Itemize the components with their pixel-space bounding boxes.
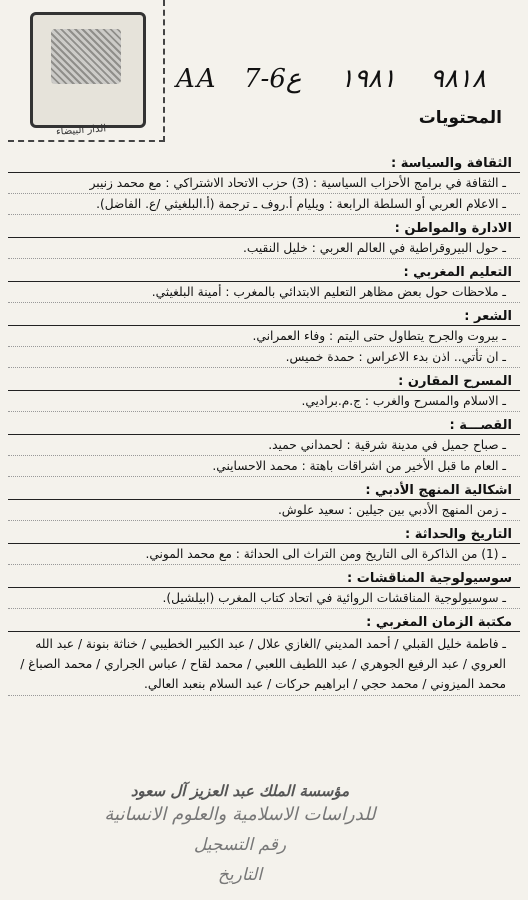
toc-entry: ـ الاعلام العربي أو السلطة الرابعة : ويليام أ.روف ـ ترجمة (أ.البلغيثي /ع. الفاضل). bbox=[8, 194, 520, 215]
section-heading: الثقافة والسياسة : bbox=[8, 154, 520, 173]
toc-section bbox=[8, 307, 520, 368]
toc-entry: ـ بيروت والجرح يتطاول حتى اليتم : وفاء العمراني. bbox=[8, 326, 520, 347]
toc-section bbox=[8, 154, 520, 215]
section-heading: الادارة والمواطن : bbox=[8, 219, 520, 238]
section-heading: الشعر : bbox=[8, 307, 520, 326]
toc-section bbox=[8, 613, 520, 696]
handwritten-ref-3: ١٩٨١ bbox=[340, 64, 396, 94]
section-heading: سوسيولوجية المناقشات : bbox=[8, 569, 520, 588]
stamp-text: الدار البيضاء bbox=[55, 123, 107, 138]
stamp-institution-sub: للدراسات الاسلامية والعلوم الانسانية bbox=[104, 804, 376, 825]
section-heading: القصـــة : bbox=[8, 416, 520, 435]
registration-stamp bbox=[100, 782, 380, 892]
handwritten-ref-4: ٩٨١٨ bbox=[430, 64, 486, 94]
toc-entry: ـ الثقافة في برامج الأحزاب السياسية : (3) حزب الاتحاد الاشتراكي : مع محمد زنيبر bbox=[8, 173, 520, 194]
section-heading: المسرح المقارن : bbox=[8, 372, 520, 391]
toc-section bbox=[8, 372, 520, 412]
toc-entry: ـ سوسيولوجية المناقشات الروائية في اتحاد كتاب المغرب (ابيلشيل). bbox=[8, 588, 520, 609]
toc-section bbox=[8, 263, 520, 303]
handwritten-ref-1: AA bbox=[176, 64, 218, 94]
section-heading: التعليم المغربي : bbox=[8, 263, 520, 282]
page-title: المحتويات bbox=[418, 108, 502, 128]
toc-entry: ـ زمن المنهج الأدبي بين جيلين : سعيد علوش. bbox=[8, 500, 520, 521]
toc-section bbox=[8, 416, 520, 477]
toc-entry: ـ (1) من الذاكرة الى التاريخ ومن التراث الى الحداثة : مع محمد الموني. bbox=[8, 544, 520, 565]
handwritten-ref-2: 7-6ع bbox=[244, 64, 302, 94]
library-stamp bbox=[8, 0, 165, 142]
toc-section bbox=[8, 525, 520, 565]
stamp-registration-label: رقم التسجيل bbox=[193, 835, 287, 855]
stamp-institution: مؤسسة الملك عبد العزيز آل سعود bbox=[130, 782, 350, 800]
table-of-contents bbox=[8, 150, 520, 696]
toc-section bbox=[8, 569, 520, 609]
toc-entry: ـ العام ما قبل الأخير من اشراقات باهتة : محمد الاحسايني. bbox=[8, 456, 520, 477]
stamp-seal bbox=[30, 12, 146, 128]
toc-section bbox=[8, 219, 520, 259]
toc-entry: ـ ان تأتي.. اذن بدء الاعراس : حمدة خميس. bbox=[8, 347, 520, 368]
toc-entry: ـ حول البيروقراطية في العالم العربي : خليل النقيب. bbox=[8, 238, 520, 259]
stamp-date-label: التاريخ bbox=[217, 865, 263, 885]
toc-entry: ـ فاطمة خليل القبلي / أحمد المديني /الغازي علال / عبد الكبير الخطيبي / خناثة بنونة / عبد الله العروي / عبد الرفيع الجوهري / عبد اللطيف اللعبي / محمد لقاح / عباس الجراري / محمد الصباغ / محمد الميزوني / محمد حجي / ابراهيم حركات / عبد السلام بنعبد العالي. bbox=[8, 632, 520, 696]
section-heading: اشكالية المنهج الأدبي : bbox=[8, 481, 520, 500]
toc-entry: ـ صباح جميل في مدينة شرقية : لحمداني حميد. bbox=[8, 435, 520, 456]
toc-entry: ـ الاسلام والمسرح والغرب : ج.م.براديي. bbox=[8, 391, 520, 412]
section-heading: مكتبة الزمان المغربي : bbox=[8, 613, 520, 632]
toc-entry: ـ ملاحظات حول بعض مظاهر التعليم الابتدائي بالمغرب : أمينة البلغيثي. bbox=[8, 282, 520, 303]
section-heading: التاريخ والحداثة : bbox=[8, 525, 520, 544]
toc-section bbox=[8, 481, 520, 521]
